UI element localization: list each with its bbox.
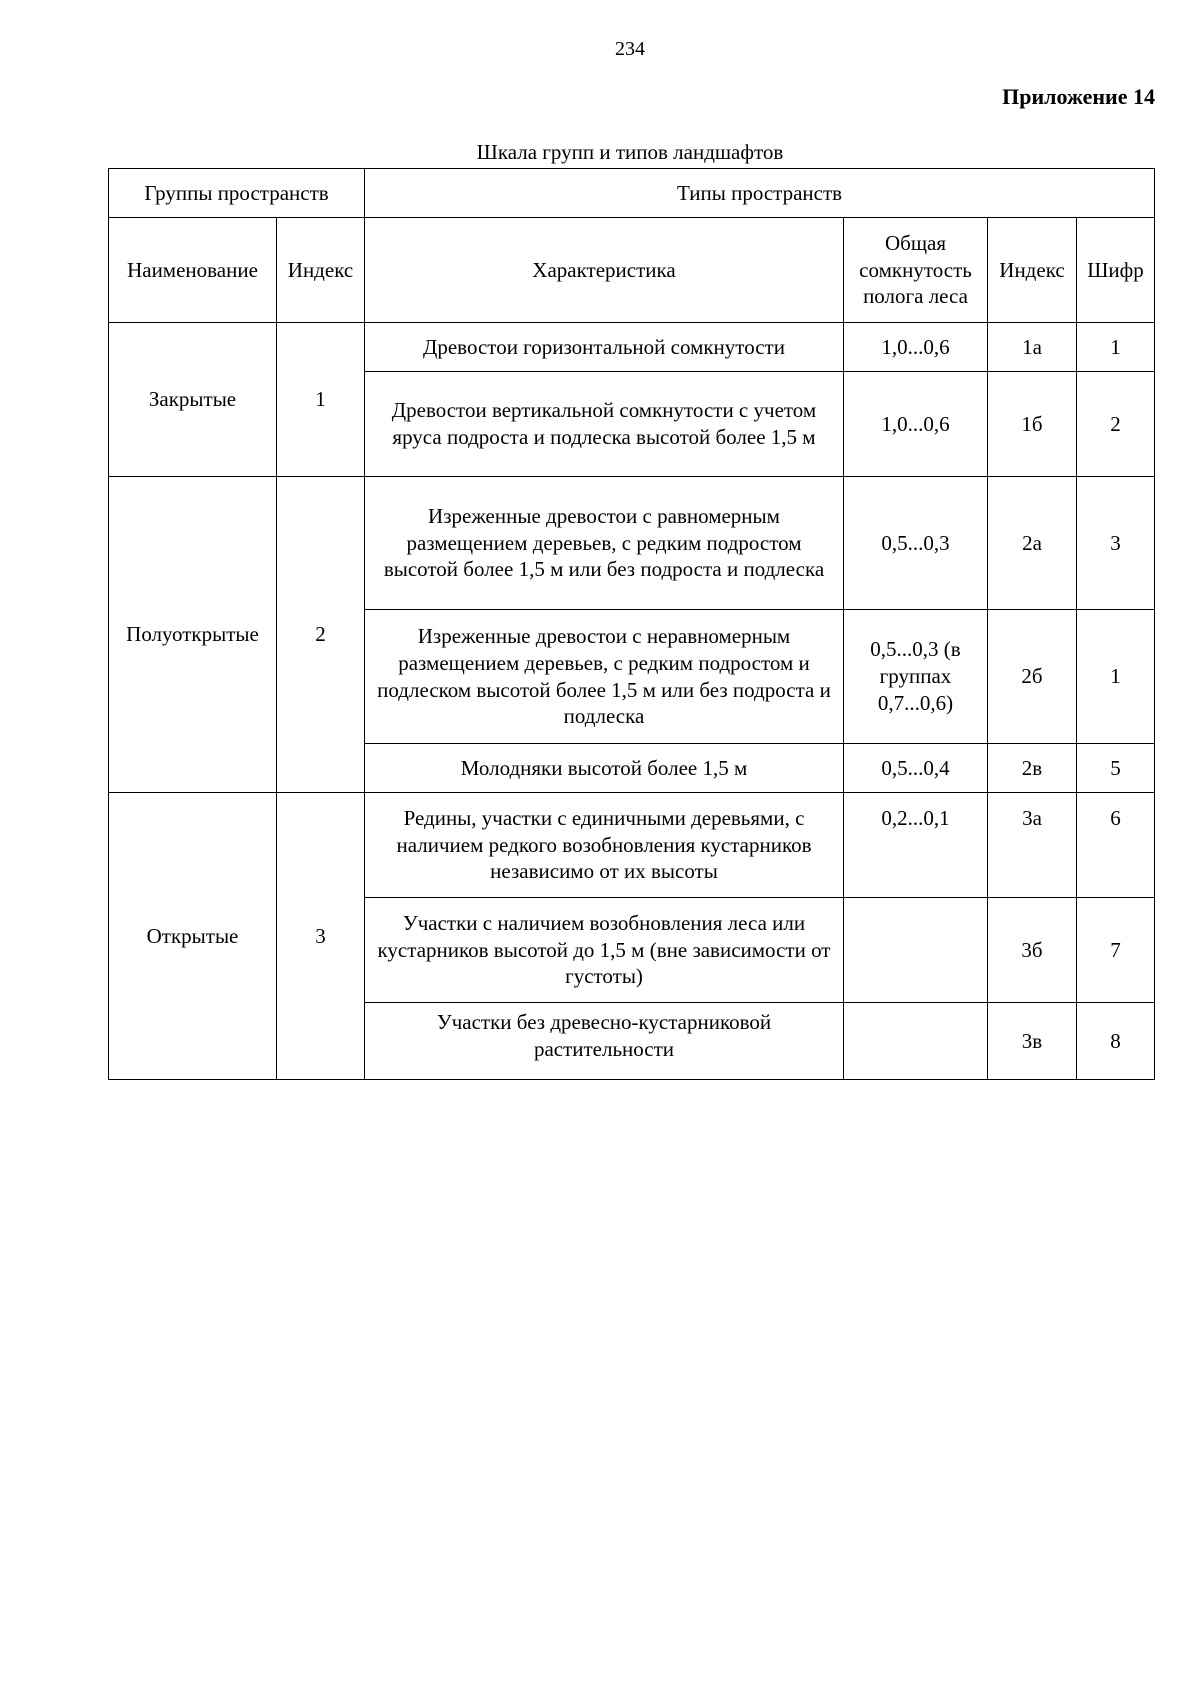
type-index: 2б <box>988 610 1077 744</box>
table-title: Шкала групп и типов ландшафтов <box>476 140 784 164</box>
page-number: 234 <box>615 38 645 60</box>
group-index: 2 <box>277 477 365 793</box>
type-characteristic: Древостои вертикальной сомкнутости с учетом яруса подроста и подлеска высотой более 1,5 м <box>365 372 844 477</box>
type-density <box>844 898 988 1003</box>
type-code: 3 <box>1077 477 1155 610</box>
type-density: 1,0...0,6 <box>844 372 988 477</box>
type-density <box>844 1003 988 1080</box>
type-index: 1б <box>988 372 1077 477</box>
type-characteristic: Изреженные древостои с неравномерным размещением деревьев, с редким подростом и подлеском высотой более 1,5 м или без подроста и подлеска <box>365 610 844 744</box>
col-code-header: Шифр <box>1077 218 1155 323</box>
type-characteristic: Древостои горизонтальной сомкнутости <box>365 323 844 372</box>
type-header: Типы пространств <box>365 169 1155 218</box>
col-name-header: Наименование <box>109 218 277 323</box>
header-row-top <box>109 169 1155 218</box>
header-row-columns <box>109 218 1155 323</box>
type-code: 2 <box>1077 372 1155 477</box>
col-density-header: Общая сомкнутость полога леса <box>844 218 988 323</box>
group-name: Открытые <box>109 793 277 1080</box>
type-characteristic: Молодняки высотой более 1,5 м <box>365 744 844 793</box>
col-type-index-header: Индекс <box>988 218 1077 323</box>
type-code: 1 <box>1077 323 1155 372</box>
table-row <box>109 793 1155 898</box>
col-group-index-header: Индекс <box>277 218 365 323</box>
type-code: 7 <box>1077 898 1155 1003</box>
type-code: 6 <box>1077 793 1155 898</box>
col-characteristic-header: Характеристика <box>365 218 844 323</box>
type-density: 0,5...0,3 <box>844 477 988 610</box>
type-density: 0,2...0,1 <box>844 793 988 898</box>
type-characteristic: Участки с наличием возобновления леса или кустарников высотой до 1,5 м (вне зависимости от густоты) <box>365 898 844 1003</box>
group-header: Группы пространств <box>109 169 365 218</box>
landscape-scale-table <box>108 168 1155 1080</box>
type-density: 0,5...0,3 (в группах 0,7...0,6) <box>844 610 988 744</box>
group-index: 3 <box>277 793 365 1080</box>
appendix-label: Приложение 14 <box>1002 84 1155 109</box>
type-characteristic: Изреженные древостои с равномерным размещением деревьев, с редким подростом высотой более 1,5 м или без подроста и подлеска <box>365 477 844 610</box>
group-name: Полуоткрытые <box>109 477 277 793</box>
group-name: Закрытые <box>109 323 277 477</box>
type-index: 3б <box>988 898 1077 1003</box>
group-index: 1 <box>277 323 365 477</box>
type-index: 2а <box>988 477 1077 610</box>
type-index: 3в <box>988 1003 1077 1080</box>
table-row <box>109 477 1155 610</box>
type-code: 1 <box>1077 610 1155 744</box>
type-index: 2в <box>988 744 1077 793</box>
type-index: 1а <box>988 323 1077 372</box>
type-code: 5 <box>1077 744 1155 793</box>
type-density: 0,5...0,4 <box>844 744 988 793</box>
table-row <box>109 323 1155 372</box>
type-characteristic: Редины, участки с единичными деревьями, с наличием редкого возобновления кустарников независимо от их высоты <box>365 793 844 898</box>
type-index: 3а <box>988 793 1077 898</box>
type-characteristic: Участки без древесно-кустарниковой растительности <box>365 1003 844 1080</box>
type-density: 1,0...0,6 <box>844 323 988 372</box>
type-code: 8 <box>1077 1003 1155 1080</box>
